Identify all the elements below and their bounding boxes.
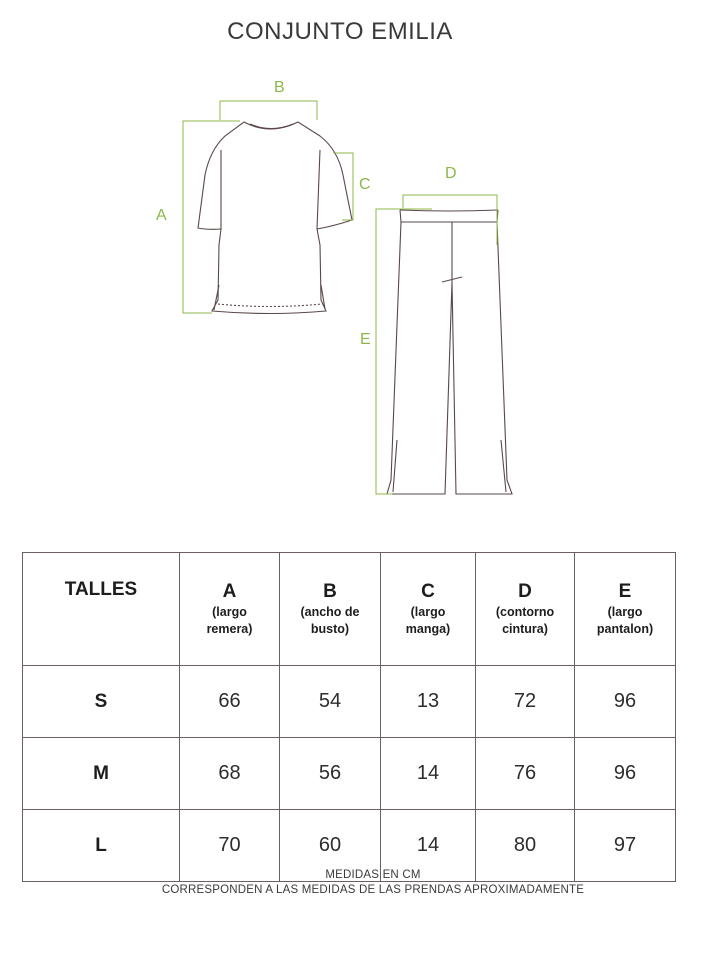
table-header-row (23, 553, 676, 666)
table-header-b (280, 553, 381, 666)
table-cell: 76 (476, 738, 575, 810)
table-cell: 14 (381, 738, 476, 810)
column-description: (largo (607, 605, 643, 619)
table-header-talles: TALLES (23, 553, 180, 666)
pants-drawing (387, 210, 512, 494)
dimension-label-b: B (274, 79, 285, 96)
table-cell: 14 (381, 810, 476, 882)
footer-units-note: MEDIDAS EN CM (325, 869, 421, 881)
column-description: (ancho de (300, 605, 360, 619)
column-description: (largo (410, 605, 446, 619)
size-label: L (23, 810, 180, 882)
column-letter: B (323, 581, 337, 602)
column-letter: A (222, 581, 237, 602)
tshirt-dimensions (183, 101, 353, 313)
table-cell: 72 (476, 666, 575, 738)
column-description: busto) (310, 622, 350, 636)
pants-dimensions (376, 195, 497, 494)
column-description: manga) (405, 622, 451, 636)
table-cell: 68 (180, 738, 280, 810)
table-cell: 66 (180, 666, 280, 738)
table-cell: 60 (280, 810, 381, 882)
column-description: remera) (206, 622, 253, 636)
table-cell: 80 (476, 810, 575, 882)
table-header-a (180, 553, 280, 666)
size-label: S (23, 666, 180, 738)
table-header-c (381, 553, 476, 666)
column-letter: D (518, 581, 532, 602)
column-description: (contorno (495, 605, 555, 619)
table-header-e (575, 553, 676, 666)
dimension-label-a: A (156, 207, 167, 224)
table-cell: 56 (280, 738, 381, 810)
column-description: pantalon) (596, 622, 654, 636)
table-row (23, 738, 676, 810)
table-cell: 96 (575, 666, 676, 738)
dimension-label-c: C (359, 176, 371, 193)
size-label: M (23, 738, 180, 810)
column-letter: E (618, 581, 632, 602)
size-table (22, 552, 676, 882)
dimension-label-d: D (445, 165, 457, 182)
dimension-label-e: E (360, 331, 371, 348)
table-cell: 13 (381, 666, 476, 738)
table-row (23, 666, 676, 738)
column-description: cintura) (502, 622, 548, 636)
table-cell: 54 (280, 666, 381, 738)
table-header-d (476, 553, 575, 666)
tshirt-drawing (198, 122, 352, 314)
table-cell: 97 (575, 810, 676, 882)
column-description: (largo (212, 605, 247, 619)
footer-disclaimer: CORRESPONDEN A LAS MEDIDAS DE LAS PRENDAS APROXIMADAMENTE (161, 884, 585, 896)
page-title: CONJUNTO EMILIA (227, 18, 453, 45)
table-cell: 70 (180, 810, 280, 882)
column-letter: C (421, 581, 435, 602)
table-cell: 96 (575, 738, 676, 810)
